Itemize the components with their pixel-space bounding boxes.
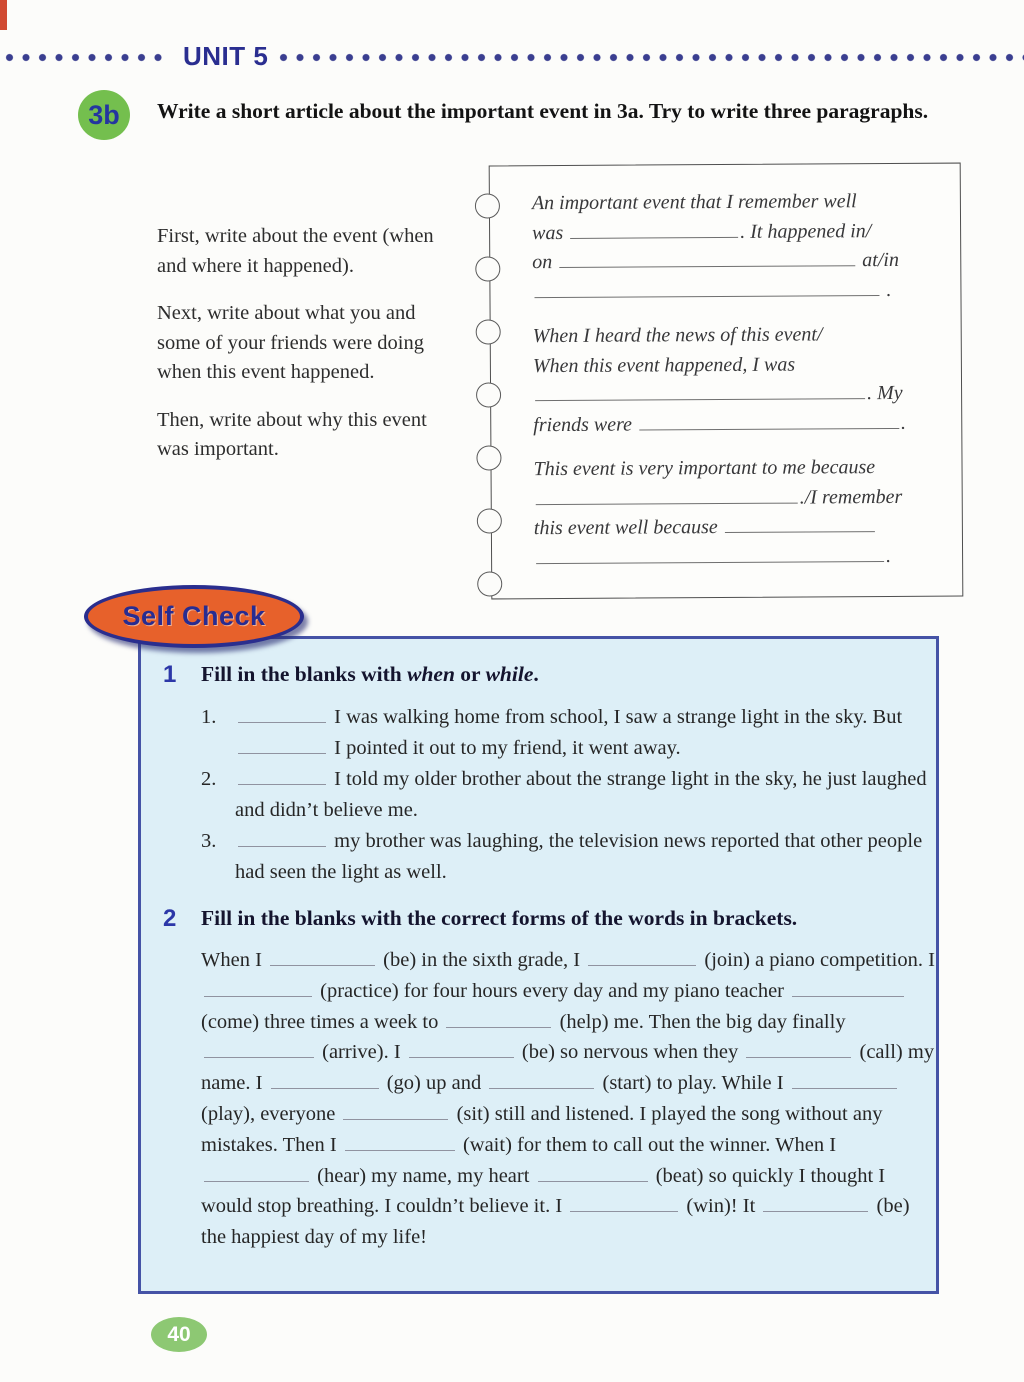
notebook-paragraph [533, 453, 946, 574]
text-run: was [532, 221, 569, 244]
blank-line [746, 1038, 851, 1058]
notebook-paragraph [533, 320, 946, 441]
text-run: (sit) still and listened. I played the song without any mistakes. Then I [201, 1102, 883, 1156]
text-run: (be) the happiest day of my life! [201, 1195, 910, 1249]
notebook-line [532, 275, 944, 307]
blank-line [538, 1161, 648, 1181]
text-run: (be) in the sixth grade, I [378, 949, 586, 971]
torn-edge-hook [475, 256, 500, 281]
blank-line [725, 512, 875, 533]
text-run: (hear) my name, my heart [312, 1164, 535, 1187]
blank-line [238, 827, 326, 847]
notebook-line [534, 482, 946, 514]
exercise-2-paragraph [201, 945, 939, 1253]
notebook-line [532, 246, 944, 278]
blank-line [559, 246, 855, 268]
text-run: (come) three times a week to [201, 1010, 444, 1033]
text-run: (arrive). I [317, 1041, 406, 1064]
blank-line [639, 408, 899, 430]
text-run: I told my older brother about the strange light in the sky, he just laughed and didn’t believe me. [235, 768, 927, 821]
text-run: . [533, 662, 539, 686]
notebook-text [532, 187, 946, 574]
item-number: 3. [201, 830, 217, 852]
notebook-line [534, 512, 946, 544]
scan-red-mark [0, 0, 7, 30]
exercise-2-number: 2 [163, 905, 177, 932]
text-run: I pointed it out to my friend, it went away. [329, 737, 681, 759]
text-run: (beat) so quickly I thought I would stop breathing. I couldn’t believe it. I [201, 1164, 886, 1218]
self-check-exercise-box [138, 636, 939, 1294]
blank-line [238, 703, 326, 723]
text-run: ./I remember [799, 485, 903, 509]
blank-line [238, 734, 326, 754]
text-run: when [407, 662, 455, 686]
activity-badge-3b: 3b [78, 90, 130, 140]
text-run: while [485, 662, 534, 686]
blank-line [792, 976, 904, 996]
notebook-line [532, 187, 944, 219]
item-number: 1. [201, 706, 217, 728]
blank-line [204, 1161, 309, 1181]
torn-edge-hook [476, 445, 501, 470]
item-number: 2. [201, 768, 217, 790]
text-run: (help) me. Then the big day finally [554, 1010, 846, 1033]
text-run: (go) up and [381, 1072, 487, 1095]
text-run: . [900, 411, 907, 434]
exercise-1-item [201, 702, 933, 764]
exercise-1-number: 1 [163, 661, 177, 688]
notebook-line [533, 408, 945, 440]
text-run: When I [201, 949, 268, 971]
text-run: on [532, 251, 558, 274]
torn-edge-hook [475, 193, 500, 218]
text-run: (be) so nervous when they [516, 1041, 744, 1064]
text-run: (start) to play. While I [597, 1072, 789, 1095]
text-run: When this event happened, I was [532, 353, 796, 377]
blank-line [270, 946, 375, 966]
blank-line [536, 542, 884, 564]
text-run: . [881, 278, 892, 301]
blank-line [763, 1192, 868, 1212]
unit-title: UNIT 5 [183, 41, 269, 71]
text-run: (join) a piano competition. I [699, 949, 935, 971]
text-run: my brother was laughing, the television news reported that other people had seen the light as well. [235, 830, 923, 883]
blank-line [570, 1192, 678, 1212]
notebook-line [533, 379, 945, 411]
notebook-line [534, 541, 946, 573]
blank-line [535, 379, 865, 401]
text-run: This event is very important to me because [533, 456, 876, 481]
exercise-1-items [201, 702, 933, 888]
text-run: (wait) for them to call out the winner. When I [457, 1133, 837, 1156]
blank-line [343, 1100, 448, 1120]
blank-line [409, 1038, 514, 1058]
self-check-badge: Self Check [84, 585, 304, 648]
torn-edge-hook [476, 382, 501, 407]
blank-line [345, 1130, 455, 1150]
blank-line [446, 1007, 551, 1027]
text-run: When I heard the news of this event/ [532, 323, 823, 348]
notebook-line [533, 453, 945, 485]
blank-line [534, 276, 879, 298]
blank-line [489, 1069, 594, 1089]
exercise-2-title: Fill in the blanks with the correct forms of the words in brackets. [201, 906, 798, 930]
notebook-paper [489, 163, 964, 600]
text-run: (call) my name. I [201, 1041, 935, 1095]
torn-edge-hook [477, 508, 502, 533]
blank-line [536, 483, 798, 505]
dotted-rule-left [5, 53, 165, 62]
blank-line [204, 1038, 314, 1058]
notebook-paragraph [532, 187, 945, 308]
step-paragraph: Then, write about why this event was important. [157, 408, 427, 460]
text-run: Fill in the blanks with [201, 662, 408, 686]
blank-line [570, 217, 738, 238]
exercise-1-item [201, 764, 933, 826]
torn-edge-hook [477, 571, 502, 596]
activity-instruction: Write a short article about the important event in 3a. Try to write three paragraphs. [157, 99, 929, 123]
step-paragraph: First, write about the event (when and where it happened). [157, 225, 434, 277]
text-run: or [454, 662, 486, 686]
page-number: 40 [151, 1317, 207, 1352]
torn-edge-hook [476, 319, 501, 344]
blank-line [238, 765, 326, 785]
step-paragraph: Next, write about what you and some of your friends were doing when this event happened. [157, 302, 425, 383]
blank-line [588, 946, 696, 966]
text-run: (win)! It [681, 1195, 761, 1218]
notebook-line [532, 216, 944, 248]
text-run: . It happened in/ [740, 219, 872, 243]
exercise-1-title [201, 662, 901, 687]
text-run: this event well because [533, 516, 723, 540]
blank-line [792, 1069, 897, 1089]
text-run: (play), everyone [201, 1102, 341, 1125]
blank-line [204, 976, 312, 996]
text-run: (practice) for four hours every day and my piano teacher [315, 979, 790, 1002]
text-run: . [886, 544, 892, 567]
text-run: at/in [857, 248, 900, 272]
notebook-line [533, 349, 945, 381]
writing-steps [157, 222, 457, 483]
text-run: I was walking home from school, I saw a strange light in the sky. But [329, 706, 903, 728]
text-run: friends were [533, 413, 638, 436]
text-run: An important event that I remember well [531, 190, 857, 215]
exercise-1-item [201, 826, 933, 888]
dotted-rule-right [279, 53, 1024, 62]
notebook-line [533, 320, 945, 352]
blank-line [271, 1069, 379, 1089]
text-run: . My [867, 381, 903, 405]
